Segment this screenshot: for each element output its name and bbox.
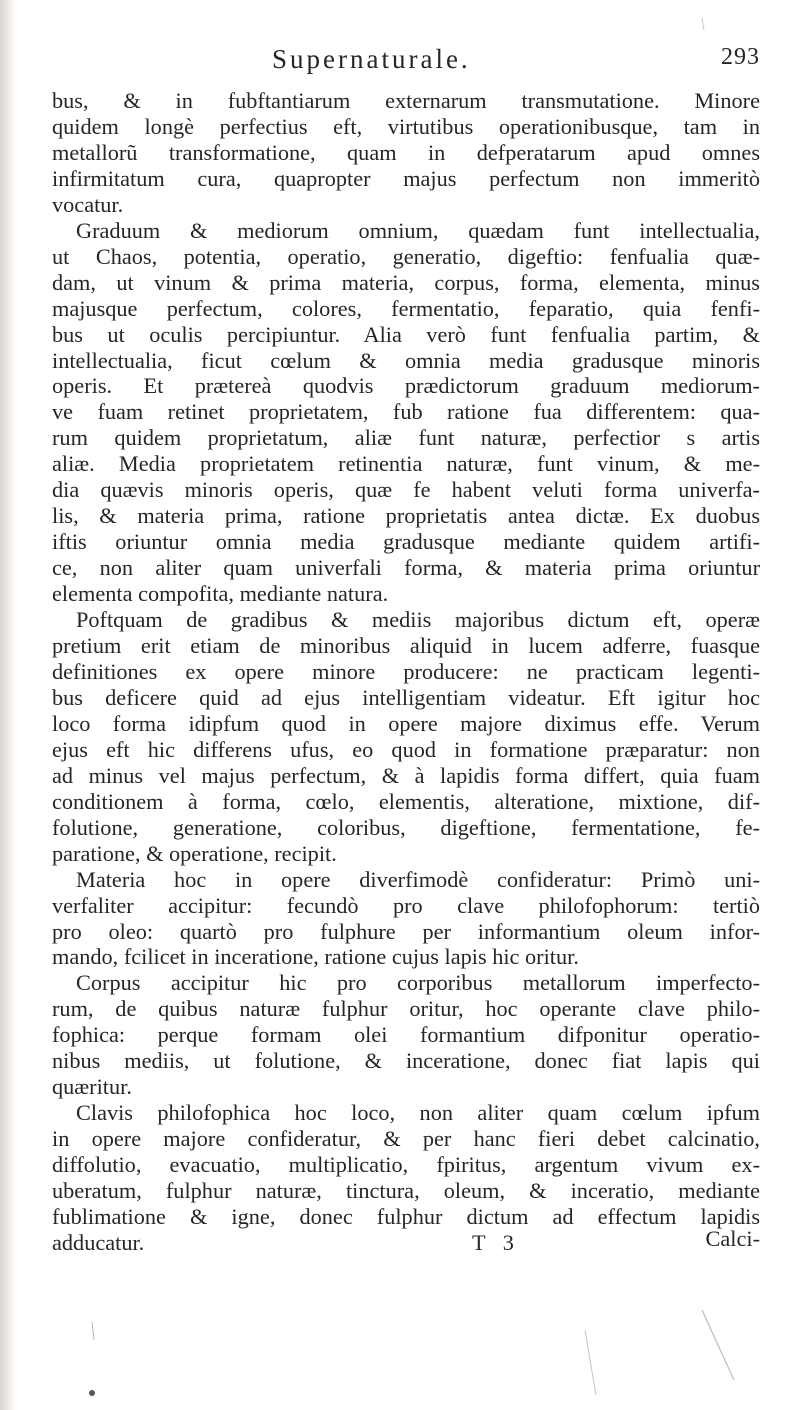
text-line: conditionem à forma, cœlo, elementis, alteratione, mixtione, dif- [52,788,760,814]
text-line: ad minus vel majus perfectum, & à lapidis forma differt, quia fuam [52,762,760,788]
pencil-stroke [585,1330,596,1395]
text-line: in opere majore confideratur, & per hanc fieri debet calcinatio, [52,1126,760,1152]
text-line: elementa compofita, mediante natura. [52,581,389,607]
text-line: metallorũ transformatione, quam in defperatarum apud omnes [52,139,760,165]
text-line: paratione, & operatione, recipit. [52,840,337,866]
text-line: mando, fcilicet in inceratione, ratione cujus lapis hic oritur. [52,944,579,970]
text-line: infirmitatum cura, quapropter majus perfectum non immeritò [52,165,760,191]
page-footer [52,1225,760,1258]
page-number: 293 [721,44,760,70]
signature-mark: T 3 [472,1229,520,1255]
text-line: loco forma idipfum quod in opere majore diximus effe. Verum [52,710,760,736]
text-line: ut Chaos, potentia, operatio, generatio, digeftio: fenfualia quæ- [52,243,760,269]
text-line: intellectualia, ficut cœlum & omnia media gradusque minoris [52,347,760,373]
text-line: folutione, generatione, coloribus, digeftione, fermentatione, fe- [52,814,760,840]
text-line: Materia hoc in opere diverfimodè confideratur: Primò uni- [76,866,760,892]
text-line: ce, non aliter quam univerfali forma, & materia prima oriuntur [52,555,760,581]
text-line: quidem longè perfectius eft, virtutibus operationibusque, tam in [52,113,760,139]
text-line: aliæ. Media proprietatem retinentia naturæ, funt vinum, & me- [52,451,760,477]
catchword: Calci- [705,1225,760,1251]
text-line: lis, & materia prima, ratione proprietatis antea dictæ. Ex duobus [52,503,760,529]
text-line: fublimatione & igne, donec fulphur dictum ad effectum lapidis [52,1203,760,1229]
text-line: rum, de quibus naturæ fulphur oritur, hoc operante clave philo- [52,996,760,1022]
final-line: adducatur. [52,1229,145,1255]
text-line: ve fuam retinet proprietatem, fub ratione fua differentem: qua- [52,399,760,425]
text-line: dia quævis minoris operis, quæ fe habent veluti forma univerfa- [52,477,760,503]
text-line: operis. Et prætereà quodvis prædictorum graduum mediorum- [52,373,760,399]
text-line: Clavis philofophica hoc loco, non aliter quam cœlum ipfum [76,1100,760,1126]
ink-dot [89,1390,95,1396]
text-line: dam, ut vinum & prima materia, corpus, forma, elementa, minus [52,269,760,295]
text-line: ejus eft hic differens ufus, eo quod in formatione præparatur: non [52,736,760,762]
body-text [52,88,760,1230]
text-line: vocatur. [52,191,124,217]
pencil-stroke [702,1310,734,1380]
text-line: majusque perfectum, colores, fermentatio, feparatio, quia fenfi- [52,295,760,321]
text-line: Corpus accipitur hic pro corporibus metallorum imperfecto- [76,970,760,996]
pencil-stroke [702,18,704,30]
text-line: bus ut oculis percipiuntur. Alia verò funt fenfualia partim, & [52,321,760,347]
running-title: Supernaturale. [272,44,471,74]
text-line: fophica: perque formam olei formantium difponitur operatio- [52,1022,760,1048]
text-line: rum quidem proprietatum, aliæ funt naturæ, perfectior s artis [52,425,760,451]
text-line: pro oleo: quartò pro fulphure per informantium oleum infor- [52,918,760,944]
text-line: nibus mediis, ut folutione, & inceratione, donec fiat lapis qui [52,1048,760,1074]
text-line: pretium erit etiam de minoribus aliquid in lucem adferre, fuasque [52,633,760,659]
text-line: Graduum & mediorum omnium, quædam funt intellectualia, [76,217,760,243]
text-line: bus, & in fubftantiarum externarum transmutatione. Minore [52,88,760,113]
running-header [272,44,760,88]
text-line: uberatum, fulphur naturæ, tinctura, oleum, & inceratio, mediante [52,1178,760,1204]
text-line: definitiones ex opere minore producere: ne practicam legenti- [52,658,760,684]
text-line: Poftquam de gradibus & mediis majoribus dictum eft, operæ [76,607,760,633]
text-line: iftis oriuntur omnia media gradusque mediante quidem artifi- [52,529,760,555]
pencil-stroke [92,1322,94,1340]
text-line: diffolutio, evacuatio, multiplicatio, fpiritus, argentum vivum ex- [52,1152,760,1178]
text-line: quæritur. [52,1074,132,1100]
text-line: verfaliter accipitur: fecundò pro clave philofophorum: tertiò [52,892,760,918]
text-line: bus deficere quid ad ejus intelligentiam videatur. Eft igitur hoc [52,684,760,710]
